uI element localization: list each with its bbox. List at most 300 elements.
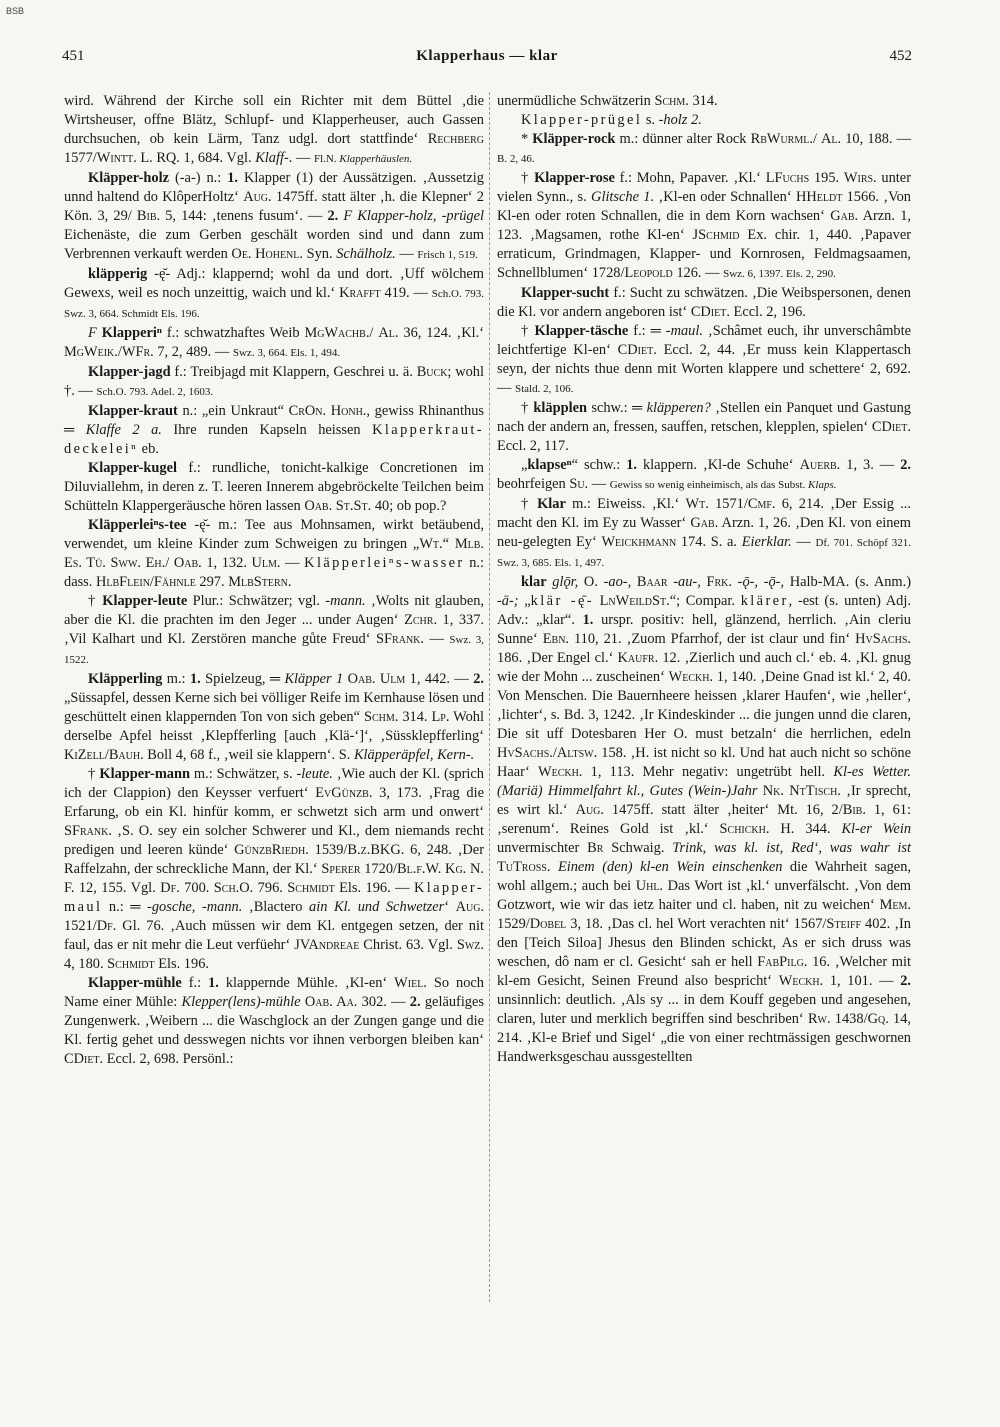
entry-text-run: Klapper-prügel bbox=[521, 112, 643, 128]
dictionary-entry bbox=[497, 92, 911, 111]
entry-text-run: Fl.N. bbox=[313, 153, 340, 165]
entry-text-run: wird. Während der Kirche soll ein Richter mit dem Büttel ‚die Wirtsheuser, offne Blätz, Schlupf- und Klapperheuser, auch Gassen durchsuchen, ob kein Lärm, Tanz udgl. dort stattfinde‘ bbox=[64, 93, 484, 147]
entry-text-run: Klapperiⁿ bbox=[101, 325, 162, 341]
entry-text-run: Weickhmann bbox=[601, 534, 677, 550]
entry-text-run: Eccl. 2, 196. bbox=[729, 304, 806, 320]
entry-text-run: Klaps. bbox=[808, 479, 837, 491]
entry-text-run: CDiet. bbox=[64, 1051, 104, 1067]
entry-text-run: Wt. bbox=[685, 496, 709, 512]
entry-text-run: Das Wort ist ‚kl.‘ unverfälscht. ‚Von dem Gotzwort, wie wir das ietz haiter und cl. haben, nit zu weichen‘ bbox=[497, 878, 911, 913]
entry-text-run: 10, 188. — bbox=[841, 131, 911, 147]
entry-text-run: TuTross. bbox=[497, 859, 551, 875]
entry-text-run: Frk. bbox=[706, 574, 732, 590]
entry-text-run: 6, 248. ‚Der Raffelzahn, der schreckliche Mann, der Kl.‘ bbox=[64, 842, 484, 877]
entry-text-run: Uhl. bbox=[635, 878, 664, 894]
entry-text-run: — bbox=[395, 246, 418, 262]
entry-text-run: — bbox=[424, 631, 450, 647]
entry-text-run: Schälholz. bbox=[336, 246, 396, 262]
entry-text-run: Ebn. bbox=[542, 631, 570, 647]
entry-text-run: Gab. bbox=[690, 515, 719, 531]
entry-text-run: Swz. 6, 1397. Els. 2, 290. bbox=[723, 268, 836, 280]
entry-text-run: * bbox=[521, 131, 533, 147]
entry-text-run: 2. bbox=[327, 208, 339, 224]
entry-text-run: -ǭ-, -ǭ-, bbox=[737, 574, 785, 590]
entry-text-run: Buck bbox=[416, 364, 448, 380]
entry-text-run: Oab. Aa. bbox=[304, 994, 358, 1010]
entry-text-run: — bbox=[280, 555, 305, 571]
entry-text-run: Mem. bbox=[879, 897, 911, 913]
entry-text-run: m.: dünner alter Rock bbox=[615, 131, 751, 147]
entry-text-run: n.: bbox=[102, 899, 131, 915]
entry-text-run: “ schw.: bbox=[571, 457, 627, 473]
entry-text-run: SFrank. bbox=[376, 631, 424, 647]
entry-text-run: 1539/ bbox=[308, 842, 348, 858]
entry-text-run: CDiet. bbox=[617, 342, 657, 358]
entry-text-run: FabPilg. bbox=[757, 954, 808, 970]
entry-text-run: Stald. 2, 106. bbox=[515, 383, 574, 395]
entry-text-run: 2. bbox=[900, 457, 911, 473]
entry-text-run: HvSachs. bbox=[855, 631, 911, 647]
entry-text-run: f.: rundliche, tonicht-kalkige Concretionen im Diluviallehm, in deren z. T. leeren Innerem abgebröckelte Teilchen beim Schütteln Klappergeräusche hören lassen bbox=[64, 460, 484, 514]
entry-text-run: Kl-er Wein bbox=[841, 821, 912, 837]
entry-text-run: -ao-, bbox=[603, 574, 632, 590]
entry-text-run: Kläpperling bbox=[88, 671, 163, 687]
entry-text-run: klärer bbox=[740, 593, 789, 609]
entry-text-run: 1, 113. Mehr negativ: ungetrübt hell. bbox=[582, 764, 834, 780]
entry-text-run: f.: Treibjagd mit Klappern, Geschrei u. ä. bbox=[170, 364, 417, 380]
entry-text-run: m.: Schwätzer, s. bbox=[190, 766, 297, 782]
entry-text-run: JVAndreae bbox=[294, 937, 360, 953]
entry-text-run: 700. bbox=[179, 880, 214, 896]
entry-text-run: Aug. bbox=[455, 899, 485, 915]
entry-text-run: 314. bbox=[688, 93, 718, 109]
entry-text-run: 195. bbox=[809, 170, 844, 186]
dictionary-entry bbox=[497, 130, 911, 169]
entry-text-run: -maul. bbox=[665, 323, 703, 339]
entry-text-run: unermüdliche Schwätzerin bbox=[497, 93, 655, 109]
entry-text-run: glǭr, bbox=[552, 574, 579, 590]
entry-text-run: Al. bbox=[821, 131, 842, 147]
entry-text-run: 126. — bbox=[672, 265, 724, 281]
entry-text-run: -leute. bbox=[296, 766, 333, 782]
entry-text-run: Sch.O. 793. Adel. 2, 1603. bbox=[96, 386, 214, 398]
entry-text-run: CDiet. bbox=[871, 419, 911, 435]
entry-text-run: „Süssapfel, dessen Kerne sich bei völliger Reife im Kernhause lösen und geschüttelt einen klappernden Ton von sich geben“ bbox=[64, 690, 485, 725]
entry-text-run: ‚Wolts nit glauben, aber die Kl. die prachten im den Jeger ... under Augen‘ bbox=[64, 593, 484, 628]
entry-text-run: Swz. 3, 664. Els. 1, 494. bbox=[232, 347, 341, 359]
entry-text-run: F Klapper-holz, -prügel bbox=[343, 208, 484, 224]
entry-text-run: H. 344. bbox=[769, 821, 842, 837]
library-stamp: BSB bbox=[6, 6, 25, 16]
entry-text-run: Swz. 3, 1522. bbox=[64, 634, 484, 666]
entry-text-run: Plur.: Schwätzer; vgl. bbox=[187, 593, 326, 609]
entry-text-run: Wiel. bbox=[394, 975, 427, 991]
dictionary-entry bbox=[497, 399, 911, 456]
entry-text-run: Gewiss so wenig einheimisch, als das Subst. bbox=[609, 479, 809, 491]
entry-text-run: 1. bbox=[208, 975, 219, 991]
entry-text-run: HHeldt bbox=[795, 189, 843, 205]
entry-text-run: Klapper (1) der Aussätzigen. ‚Aussetzig unnd haltend do KlôperHoltz‘ bbox=[64, 170, 484, 205]
entry-text-run: KiZell/Bauh. bbox=[64, 747, 144, 763]
left-column bbox=[64, 92, 484, 1069]
entry-text-run: ‚S. O. sey ein solcher Schwerer und Kl., dem niemands recht predigen und leeren künde‘ bbox=[64, 823, 484, 858]
entry-text-run: JSchmid bbox=[692, 227, 740, 243]
entry-text-run: Ulm. bbox=[251, 555, 281, 571]
entry-text-run: Kläpper-holz bbox=[88, 170, 170, 186]
entry-text-run: GünzbRiedh. bbox=[234, 842, 309, 858]
entry-text-run: Cmf. bbox=[747, 496, 776, 512]
entry-text-run: Mlb. Es. Tü. Sww. Eh. bbox=[64, 536, 484, 571]
entry-text-run: Klapper-leute bbox=[102, 593, 188, 609]
entry-text-run: Eichenäste, die zum Gerben geschält worden sind und dann zum Verbrennen verkauft werden bbox=[64, 227, 484, 262]
entry-text-run: Klapper-jagd bbox=[88, 364, 171, 380]
entry-text-run: Klapperhäuslen. bbox=[339, 153, 413, 165]
entry-text-run: Klapper-mann bbox=[99, 766, 191, 782]
entry-text-run: 5, 144: ‚tenens fusum‘. — bbox=[160, 208, 328, 224]
entry-text-run: Sperer bbox=[321, 861, 361, 877]
dictionary-entry bbox=[64, 402, 484, 459]
entry-text-run: — bbox=[791, 534, 816, 550]
entry-text-run: 158. ‚H. ist nicht so kl. Und hat auch nicht so schöne Haar‘ bbox=[497, 745, 911, 780]
entry-text-run: Kaufr. bbox=[617, 650, 659, 666]
entry-text-run: 419. — bbox=[380, 285, 432, 301]
entry-text-run: Kläpperäpfel, Kern-. bbox=[353, 747, 475, 763]
entry-text-run: Klapper-kugel bbox=[88, 460, 178, 476]
dictionary-entry bbox=[64, 265, 484, 324]
entry-text-run: / bbox=[369, 325, 379, 341]
entry-text-run: Ex. chir. 1, 440. ‚Papaver erraticum, Grindmagen, Klapper- und Kornrosen, Feldmagsaamen, Schnellblumen‘ 1728/ bbox=[497, 227, 911, 281]
entry-text-run: “; Compar. bbox=[669, 593, 741, 609]
entry-text-run: Auerb. bbox=[799, 457, 841, 473]
entry-text-run: 1, 337. ‚Vil Kalhart und Kl. Zerstören manche gůte Freud‘ bbox=[64, 612, 485, 647]
entry-text-run: 1, 101. — bbox=[823, 973, 901, 989]
entry-text-run: 1. bbox=[626, 457, 637, 473]
entry-text-run: 6, 214. ‚Der Essig ... macht den Kl. im Ey zu Wasser‘ bbox=[497, 496, 911, 531]
entry-text-run: Oab. bbox=[173, 555, 202, 571]
entry-text-run: Klapper-täsche bbox=[534, 323, 629, 339]
entry-text-run: 1577/ bbox=[64, 150, 97, 166]
entry-text-run: Els. 196. — bbox=[334, 880, 414, 896]
entry-text-run: ‚Schâmet euch, ihr unverschâmbte leichtfertige Kl-en‘ bbox=[497, 323, 911, 358]
entry-text-run: Schmidt bbox=[287, 880, 335, 896]
entry-text-run: N. F. 12, 155. Vgl. bbox=[64, 861, 484, 896]
entry-text-run: Wt. bbox=[419, 536, 443, 552]
entry-text-run: , -est (s. unten) Adj. Adv.: „klar“. bbox=[497, 593, 911, 628]
entry-text-run: n.: dass. bbox=[64, 555, 484, 590]
entry-text-run: 314. bbox=[398, 709, 432, 725]
entry-text-run: klappern. ‚Kl-de Schuhe‘ bbox=[636, 457, 800, 473]
entry-text-run: unsinnlich: deutlich. ‚Als sy ... in dem Kouff gegeben und angesehen, claren, luter und merklich begriffen sind beschriben‘ bbox=[497, 992, 911, 1027]
entry-text-run: ‚Stellen ein Panquet und Gastung nach der andern an, fressen, sauffen, retschen, klepplen, spielen‘ bbox=[497, 400, 911, 435]
entry-text-run: Kläpperleiⁿs-tee bbox=[88, 517, 187, 533]
entry-text-run: Oab. Ulm bbox=[347, 671, 406, 687]
entry-text-run: Klaff- bbox=[255, 150, 289, 166]
entry-text-run: † bbox=[521, 170, 535, 186]
entry-text-run: f.: schwatzhaftes Weib bbox=[161, 325, 305, 341]
page-number-left: 451 bbox=[62, 48, 85, 64]
entry-text-run: kläpperig bbox=[88, 266, 148, 282]
entry-text-run: Gab. bbox=[830, 208, 859, 224]
entry-text-run: † bbox=[88, 593, 103, 609]
entry-text-run: Kläpper 1 bbox=[284, 671, 344, 687]
entry-text-run: -ę̆- Adj.: klappernd; wohl da und dort. ‚Uff wölchem Gewexs, weil es noch unzeittig, waich und kl.‘ bbox=[64, 266, 484, 301]
entry-text-run: Bib. bbox=[136, 208, 161, 224]
entry-text-run: Wintt. bbox=[96, 150, 137, 166]
entry-text-run: m.: bbox=[162, 671, 190, 687]
entry-text-run: Df. 701. Schöpf 321. Swz. 3, 685. Els. 1, 497. bbox=[497, 537, 911, 569]
entry-text-run: Klapper-kraut bbox=[88, 403, 178, 419]
running-title: Klapperhaus — klar bbox=[416, 48, 558, 64]
entry-text-run: Schickh. bbox=[719, 821, 770, 837]
entry-text-run: f.: Sucht zu schwätzen. ‚Die Weibspersonen, denen die Kl. vor andern angeboren ist‘ bbox=[497, 285, 911, 320]
entry-text-run: ‚Ir sprecht, es wirt kl.‘ bbox=[497, 783, 911, 818]
entry-text-run: Schwaig. bbox=[603, 840, 673, 856]
entry-text-run: 1720/ bbox=[360, 861, 398, 877]
entry-text-run: Df. bbox=[96, 918, 117, 934]
entry-text-run: ‚Kl-en oder Schnallen‘ bbox=[654, 189, 796, 205]
entry-text-run: Klapper-rose bbox=[534, 170, 615, 186]
entry-text-run: 1, 132. bbox=[201, 555, 252, 571]
dictionary-entry bbox=[64, 459, 484, 516]
entry-text-run: Kläpperleiⁿs-wasser bbox=[304, 555, 465, 571]
entry-text-run: klär -ę̄- bbox=[530, 593, 594, 609]
entry-text-run: Swz. bbox=[456, 937, 484, 953]
entry-text-run bbox=[550, 859, 558, 875]
entry-text-run: -au-, bbox=[673, 574, 701, 590]
entry-text-run: f.: bbox=[181, 975, 209, 991]
dictionary-entry bbox=[497, 456, 911, 495]
entry-text-run: -ā-; bbox=[497, 593, 519, 609]
entry-text-run: 2. bbox=[409, 994, 421, 1010]
entry-text-run: geläufiges Zungenwerk. ‚Weibern ... die Waschglock an der Zungen gange und die Kl. fertig gehet und desswegen nichts vor ihnen verborgen bleiben kan‘ bbox=[64, 994, 484, 1048]
entry-text-run: klar bbox=[521, 574, 547, 590]
dictionary-entry bbox=[497, 322, 911, 399]
dictionary-entry bbox=[64, 516, 484, 592]
entry-text-run: Klaffe 2 a. bbox=[85, 422, 162, 438]
entry-text-run: Leopold bbox=[624, 265, 673, 281]
dictionary-entry bbox=[64, 169, 484, 265]
entry-text-run: Klapper-mühle bbox=[88, 975, 182, 991]
entry-text-run: 2. bbox=[473, 671, 484, 687]
entry-text-run: 1475ff. statt älter ‚heiter‘ Mt. 16, 2/ bbox=[604, 802, 843, 818]
entry-text-run: 1, 442. — bbox=[405, 671, 474, 687]
entry-text-run: „ bbox=[521, 457, 528, 473]
entry-text-run: Baar bbox=[636, 574, 668, 590]
entry-text-run: 3, 18. ‚Das cl. hel Wort verachten nit‘ 1567/ bbox=[566, 916, 827, 932]
entry-text-run: 1, 3. — bbox=[840, 457, 901, 473]
entry-text-run: 302. — bbox=[357, 994, 410, 1010]
entry-text-run: Su. bbox=[569, 476, 589, 492]
entry-text-run: 1566. ‚Von Kl-en oder roten Schnallen, die in dem Korn wachsen‘ bbox=[497, 189, 912, 224]
entry-text-run: Steiff bbox=[826, 916, 862, 932]
entry-text-run: 402. ‚In den [Teich Siloa] Jhesus den Blinden schickt, As er sich druss was weschen, dô nam er cl. Gesicht‘ sah er hell bbox=[497, 916, 911, 970]
column-divider bbox=[489, 92, 490, 1302]
entry-text-run: Weckh. bbox=[778, 973, 824, 989]
entry-text-run: CrOn. Honh. bbox=[288, 403, 367, 419]
entry-text-run: Ihre runden Kapseln heissen bbox=[161, 422, 373, 438]
entry-text-run: -mann. bbox=[325, 593, 366, 609]
entry-text-run: Gq. bbox=[867, 1011, 889, 1027]
entry-text-run: Schmidt bbox=[107, 956, 155, 972]
entry-text-run: die Wahrheit sagen, wohl allgem.; auch bei bbox=[497, 859, 911, 894]
entry-text-run: 297. bbox=[195, 574, 229, 590]
entry-text-run: 110, 21. ‚Zuom Pfarrhof, der ist claur und fin‘ bbox=[569, 631, 856, 647]
entry-text-run: † bbox=[521, 496, 538, 512]
entry-text-run: 7, 2, 489. — bbox=[153, 344, 233, 360]
entry-text-run: 3, 173. ‚Frag die Erfarung, ob ein Kl. hinfür komm, er schwetzt sich arm und onwert‘ bbox=[64, 785, 485, 820]
entry-text-run: kläpperen? bbox=[646, 400, 711, 416]
entry-text-run: 40; ob pop.? bbox=[371, 498, 447, 514]
dictionary-entry bbox=[497, 284, 911, 322]
entry-text-run: m.: Eiweiss. ‚Kl.‘ bbox=[565, 496, 686, 512]
entry-text-run: Zchr. bbox=[404, 612, 438, 628]
entry-text-run: Eccl. 2, 44. ‚Er muss kein Klappertasch seyn, der nichts thue denn mit Worten klappere und schettere‘ 2, 692. — bbox=[497, 342, 911, 396]
entry-text-run: Klapperkraut-deckeleiⁿ bbox=[64, 422, 485, 457]
entry-text-run: Bib. bbox=[842, 802, 866, 818]
entry-text-run: Weckh. bbox=[668, 669, 714, 685]
entry-text-run: O. bbox=[578, 574, 604, 590]
entry-text-run: CDiet. bbox=[690, 304, 730, 320]
entry-text-run: So noch Name einer Mühle: bbox=[64, 975, 484, 1010]
entry-text-run: Br bbox=[587, 840, 604, 856]
dictionary-entry bbox=[497, 495, 911, 573]
entry-text-run: (-a-) n.: bbox=[169, 170, 228, 186]
entry-text-run: 1571/ bbox=[708, 496, 748, 512]
entry-text-run: 1. bbox=[582, 612, 594, 628]
page-number-right: 452 bbox=[889, 48, 912, 64]
entry-text-run: Rw. bbox=[807, 1011, 831, 1027]
entry-text-run: 1, 61: ‚serenum‘. Reines Gold ist ‚kl.‘ bbox=[497, 802, 911, 837]
entry-text-run: Klepper(lens)-mühle bbox=[181, 994, 301, 1010]
entry-text-run: Christ. 63. Vgl. bbox=[359, 937, 457, 953]
entry-text-run: ‘ bbox=[444, 899, 456, 915]
entry-text-run: 1. bbox=[189, 671, 201, 687]
entry-text-run: Frisch 1, 519. bbox=[417, 249, 478, 261]
entry-text-run: 14, 214. ‚Kl-e Brief und Sigel‘ „die von einer rechtmässigen geschwornen Handwerksgeschau aussgestellten bbox=[497, 1011, 911, 1065]
dictionary-entry bbox=[497, 573, 911, 1067]
entry-text-run: Einem (den) kl-en Wein einschenken bbox=[557, 859, 783, 875]
entry-text-run: unter vielen Synn., s. bbox=[497, 170, 911, 205]
entry-text-run: Dobel bbox=[529, 916, 567, 932]
entry-text-run: HvSachs./Altsw. bbox=[497, 745, 598, 761]
entry-text-run: 1. bbox=[227, 170, 239, 186]
entry-text-run: -ę̆- m.: Tee aus Mohnsamen, wirkt betäubend, verwendet, um kleine Kinder zum Schweigen zu bringen „ bbox=[64, 517, 484, 552]
dictionary-entry bbox=[64, 324, 484, 363]
entry-text-run: † bbox=[88, 766, 100, 782]
entry-text-run: 12. ‚Zierlich und auch cl.‘ eb. 4. ‚Kl. gnug wie der Mohn ... zuscheinen‘ bbox=[497, 650, 911, 685]
entry-text-run: 1, 140. ‚Deine Gnad ist kl.‘ 2, 40. Von Menschen. Die Bauernheere heissen ‚klarer Haufen‘, wie ‚heller‘, ‚lichter‘, s. Bd. 3, 1242. ‚Ir Kindeskinder ... die jungen unnd die claren, Die sit uff Dotesbaren Her O. must betzaln‘ die herrlichen, edeln bbox=[497, 669, 911, 742]
entry-text-run: Arzn. 1, 26. ‚Den Kl. von einem neu-gelegten Ey‘ bbox=[497, 515, 911, 550]
entry-text-run: n.: „ein Unkraut“ bbox=[177, 403, 289, 419]
entry-text-run: ‚Wie auch der Kl. (sprich ich der Clappion) den Keysser verfuert‘ bbox=[64, 766, 484, 801]
entry-text-run: MgWachb. bbox=[304, 325, 370, 341]
entry-text-run: Kläpper-rock bbox=[532, 131, 616, 147]
entry-text-run: Krafft bbox=[339, 285, 381, 301]
entry-text-run: Eccl. 2, 698. Persönl.: bbox=[103, 1051, 234, 1067]
entry-text-run: Halb-MA. (s. Anm.) bbox=[784, 574, 911, 590]
entry-text-run: Weckh. bbox=[538, 764, 583, 780]
entry-text-run: LnWeildSt. bbox=[599, 593, 670, 609]
entry-text-run: “ bbox=[442, 536, 455, 552]
entry-text-run: Wirs. bbox=[843, 170, 877, 186]
entry-text-run: Eccl. 2, 117. bbox=[497, 438, 569, 454]
entry-text-run: f.: ═ bbox=[628, 323, 666, 339]
entry-text-run: Oab. St.St. bbox=[304, 498, 372, 514]
entry-text-run: Gl. 76. ‚Auch müssen wir dem Kl. entgegen setzen, der nit faul, das er nit mehr die Leut verfüehr‘ bbox=[64, 918, 484, 953]
entry-text-run: kläpplen bbox=[533, 400, 587, 416]
entry-text-run: Sch.O. 793. Swz. 3, 664. Schmidt Els. 196. bbox=[64, 288, 484, 320]
entry-text-run: Els. 196. bbox=[154, 956, 209, 972]
entry-text-run: B.z.BKG. bbox=[347, 842, 405, 858]
entry-text-run: Glitsche 1. bbox=[591, 189, 655, 205]
entry-text-run: 36, 124. ‚Kl.‘ bbox=[398, 325, 484, 341]
entry-text-run: Wohl derselbe Apfel heisst ‚Klepfferling [auch ‚Klä-‘]‘, ‚Süssklepfferling‘ bbox=[64, 709, 484, 744]
dictionary-entry bbox=[64, 92, 484, 169]
entry-text-run: 16. ‚Welcher mit kl-em Gesicht, Seinen Freund also bespricht‘ bbox=[497, 954, 912, 989]
entry-text-run: MlbStern. bbox=[228, 574, 292, 590]
entry-text-run: 796. bbox=[253, 880, 288, 896]
entry-text-run: Boll 4, 68 f., ‚weil sie klappern‘. S. bbox=[143, 747, 354, 763]
entry-text-run: 1529/ bbox=[497, 916, 530, 932]
entry-text-run: Aug. bbox=[575, 802, 604, 818]
entry-text-run: SFrank. bbox=[64, 823, 112, 839]
entry-text-run: ‚Blactero bbox=[242, 899, 310, 915]
entry-text-run: Schm. bbox=[654, 93, 689, 109]
entry-text-run: Spielzeug, ═ bbox=[200, 671, 285, 687]
entry-text-run: † bbox=[521, 323, 535, 339]
entry-text-run: schw.: ═ bbox=[586, 400, 647, 416]
entry-text-run: -holz 2. bbox=[658, 112, 702, 128]
entry-text-run: L. RQ. 1, 684. Vgl. bbox=[136, 150, 256, 166]
entry-text-run: Klapper-maul bbox=[64, 880, 485, 915]
entry-text-run: Al. bbox=[378, 325, 399, 341]
entry-text-run: RbWurml. bbox=[750, 131, 813, 147]
entry-text-run: Nk. NtTisch. bbox=[762, 783, 841, 799]
entry-text-run: MgWeik./WFr. bbox=[64, 344, 154, 360]
entry-text-run: 1438/ bbox=[830, 1011, 868, 1027]
entry-text-run: s. bbox=[642, 112, 659, 128]
entry-text-run: 2. bbox=[900, 973, 911, 989]
entry-text-run: F bbox=[88, 325, 102, 341]
entry-text-run: Df. bbox=[160, 880, 180, 896]
entry-text-run: Trink, was kl. ist, Red‘, was wahr ist bbox=[672, 840, 911, 856]
entry-text-run: / bbox=[812, 131, 822, 147]
entry-text-run: HlbFlein/Fähnle bbox=[95, 574, 196, 590]
entry-text-run: unvermischter bbox=[497, 840, 588, 856]
entry-text-run: Sch.O. bbox=[213, 880, 254, 896]
entry-text-run: beohrfeigen bbox=[497, 476, 570, 492]
entry-text-run: LFuchs bbox=[765, 170, 810, 186]
dictionary-entry bbox=[64, 765, 484, 974]
entry-text-run: „ bbox=[518, 593, 531, 609]
entry-text-run: 1475ff. statt älter ‚h. die Klepner‘ 2 Kön. 3, 29/ bbox=[64, 189, 484, 224]
dictionary-entry bbox=[64, 670, 484, 765]
dictionary-entry bbox=[64, 974, 484, 1069]
entry-text-run: Klar bbox=[537, 496, 566, 512]
entry-text-run: Klapper-sucht bbox=[521, 285, 610, 301]
entry-text-run: 174. S. a. bbox=[676, 534, 742, 550]
entry-text-run: EvGünzb. bbox=[315, 785, 373, 801]
entry-text-run: f.: Mohn, Papaver. ‚Kl.‘ bbox=[614, 170, 766, 186]
entry-text-run: Aug. bbox=[243, 189, 272, 205]
entry-text-run: ain Kl. und Schwetzer bbox=[309, 899, 445, 915]
right-column bbox=[497, 92, 911, 1067]
entry-text-run: Rechberg bbox=[427, 131, 484, 147]
entry-text-run: — bbox=[588, 476, 610, 492]
entry-text-run: urspr. positiv: hell, glänzend, herrlich. ‚Ain cleriu Sunne‘ bbox=[497, 612, 912, 647]
entry-text-run: Kl-es Wetter. (Mariä) Himmelfahrt kl., Gutes (Wein-)Jahr bbox=[497, 764, 912, 799]
entry-text-run: ; wohl †. — bbox=[64, 364, 484, 399]
